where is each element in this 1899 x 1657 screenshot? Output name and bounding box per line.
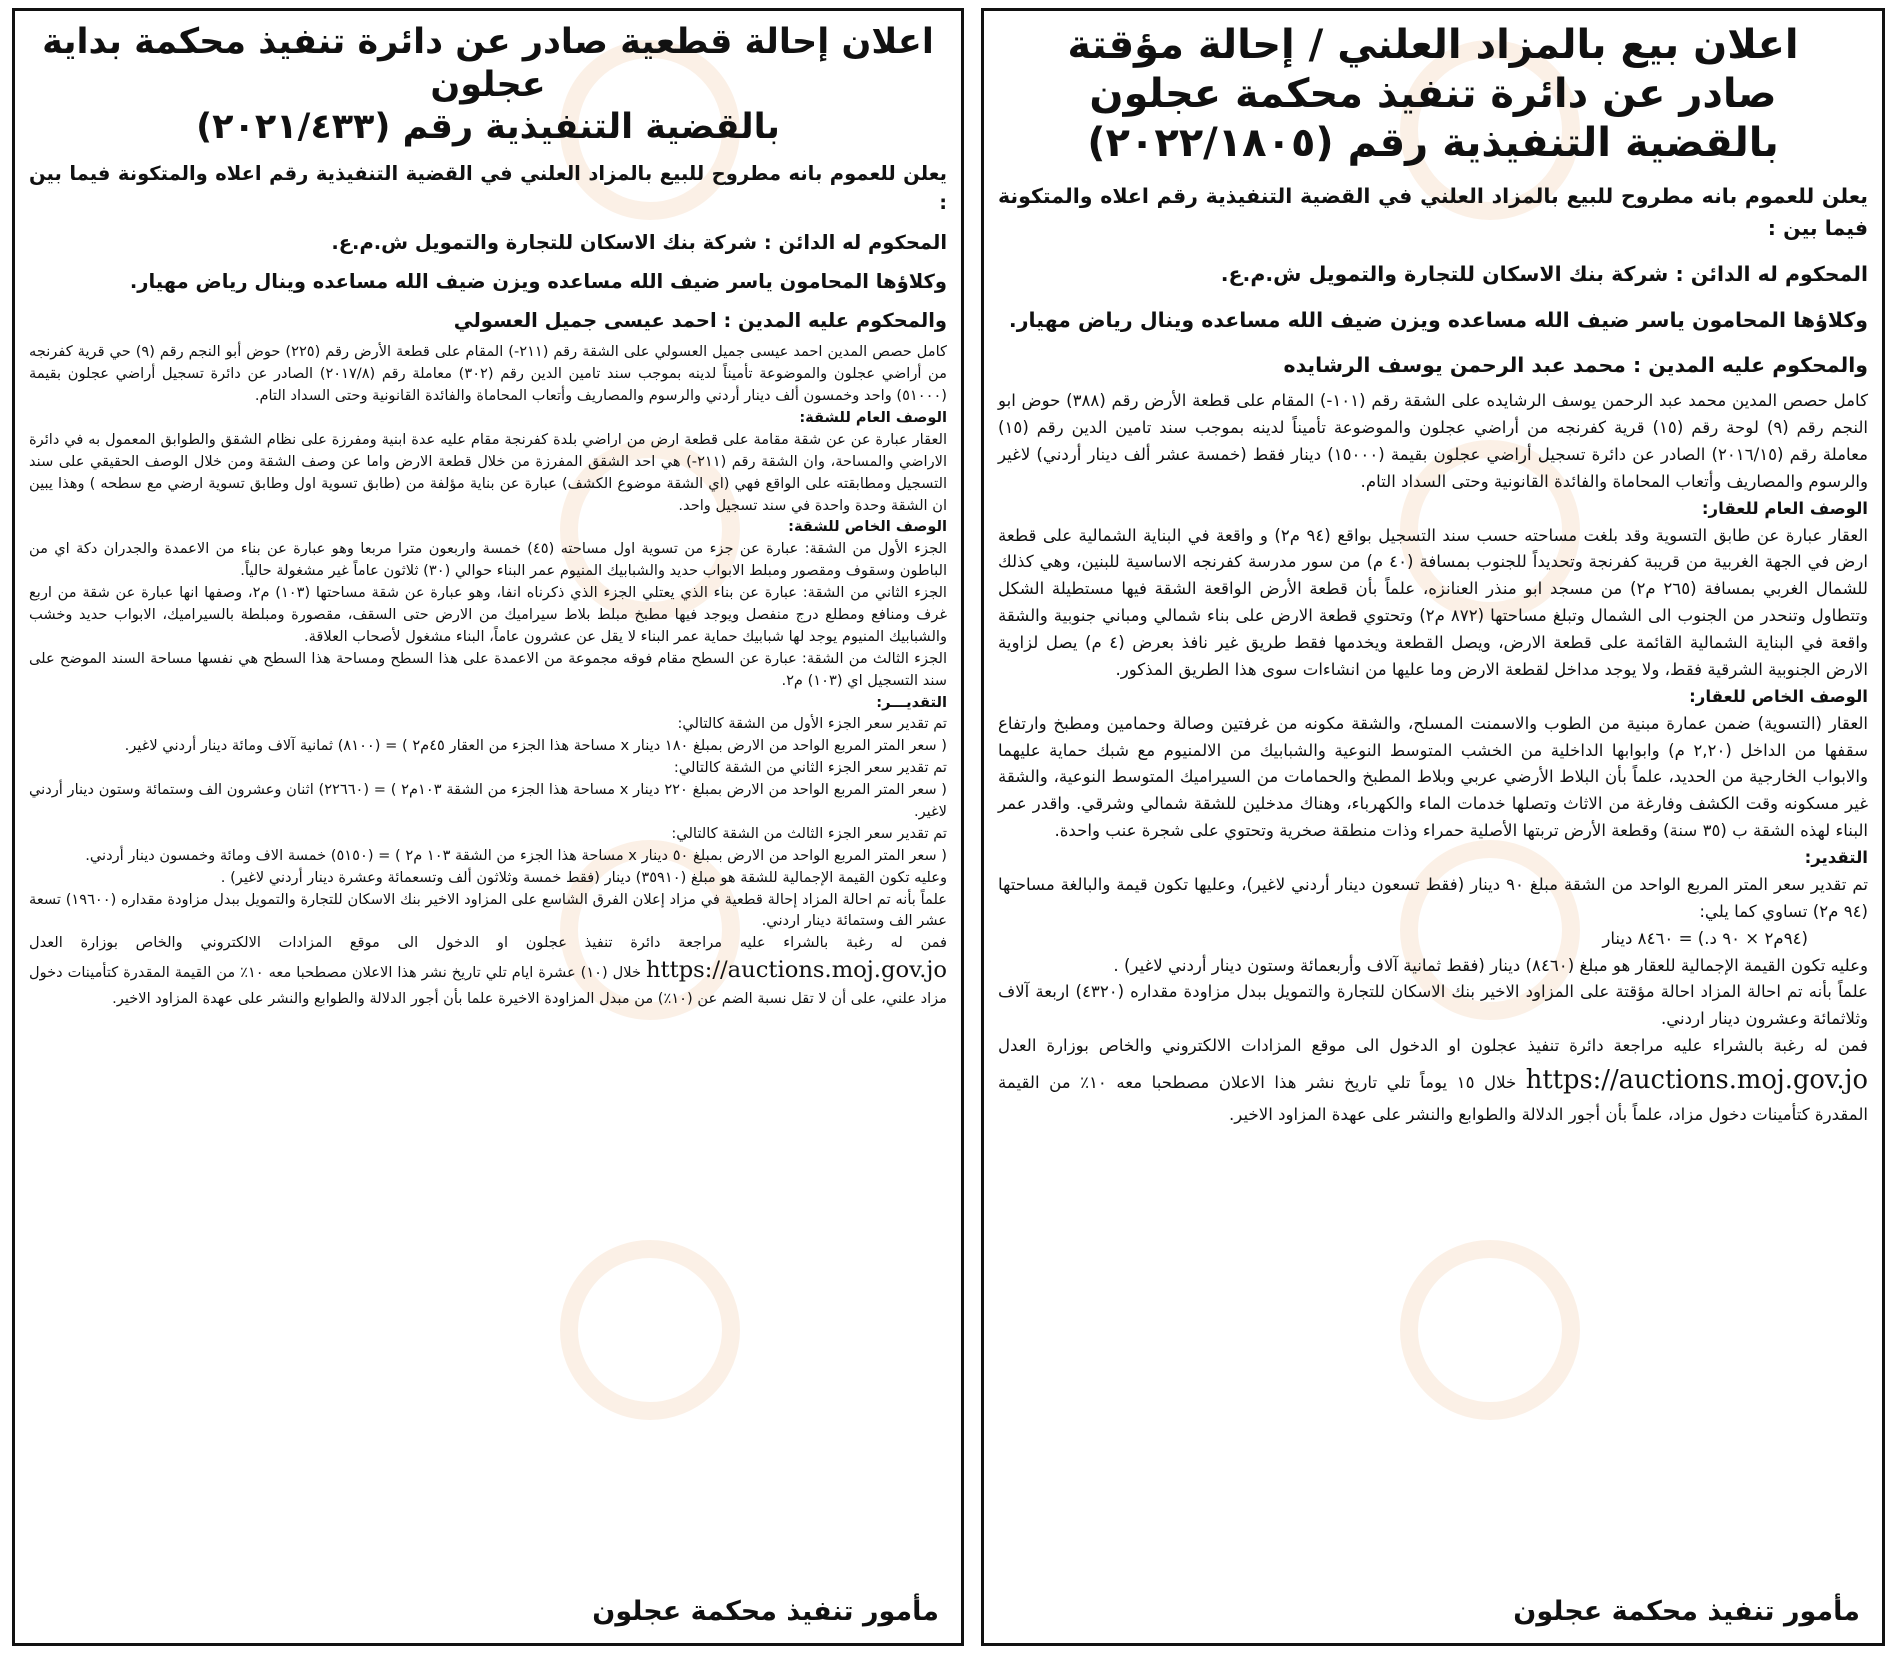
title-line: بالقضية التنفيذية رقم (٢٠٢٢/١٨٠٥) xyxy=(1087,119,1779,166)
total-value-paragraph: وعليه تكون القيمة الإجمالية للشقة هو مبلغ (٣٥٩١٠) دينار (فقط خمسة وثلاثون ألف وتسعمائة وعشرة دينار أردني لاغير) . xyxy=(220,868,947,886)
valuation-paragraph: تم تقدير سعر المتر المربع الواحد من الشقة مبلغ ٩٠ دينار (فقط تسعون دينار أردني لاغير)، وعليها تكون قيمة والبالغة مساحتها (٩٤ م٢) تساوي كما يلي: xyxy=(998,874,1868,921)
section-heading: التقدير: xyxy=(1804,848,1868,868)
notice-parties xyxy=(29,159,947,335)
auction-notice-right xyxy=(981,8,1885,1646)
total-value-paragraph: وعليه تكون القيمة الإجمالية للعقار هو مبلغ (٨٤٦٠) دينار (فقط ثمانية آلاف وأربعمائة وستون دينار أردني لاغير) . xyxy=(1113,955,1868,975)
title-line: اعلان بيع بالمزاد العلني / إحالة مؤقتة xyxy=(1067,22,1799,68)
general-description: العقار عبارة عن طابق التسوية وقد بلغت مساحته حسب سند التسجيل بواقع (٩٤ م٢) و واقعة في البناية الشمالية على قطعة ارض في الجهة الغربية من قريبة كفرنجة وتحديداً للجنوب بمسافة (٤٠ م) من سور مدرسة كفرنجه الاساسية للبنين، وهي كذلك للشمال الغربي بمسافة (٢٦٥ م٢) من مسجد ابو منذر العنانزه، علماً بأن قطعة الأرض الواقعة الشقة فيها مستطيلة الشكل وتتطاول وتنحدر من الجنوب الى الشمال وتبلغ مساحتها (٨٧٢ م٢) وتحتوي قطعة الارض على بناء شمالي ومباني جنوبية والشقة واقعة في البناية الشمالية القائمة على قطعة الارض، ويصل القطعة ويخدمها فقط طريق غير نافذ بعرض (٤ م) يصل لزاوية الارض الجنوبية الشرقية فقط، ولا يوجد مداخل لقطعة الارض وما عليها من انشاءات سوى هذا الطريق المذكور. xyxy=(998,525,1868,679)
notice-parties xyxy=(998,181,1868,382)
attorneys-line: وكلاؤها المحامون ياسر ضيف الله مساعده ويزن ضيف الله مساعده وينال رياض مهيار. xyxy=(129,269,947,293)
notice-title xyxy=(998,21,1868,167)
valuation-calculation: ( سعر المتر المربع الواحد من الارض بمبلغ ٥٠ دينار x مساحة هذا الجزء من الشقة ١٠٣ م٢ ) = (٥١٥٠) خمسة الاف ومائة وخمسون دينار أردني. xyxy=(85,846,947,864)
title-line: اعلان إحالة قطعية صادر عن دائرة تنفيذ محكمة بداية عجلون xyxy=(42,22,934,105)
notice-body xyxy=(29,341,947,1010)
section-heading: الوصف الخاص للعقار: xyxy=(1689,686,1868,706)
signature: مأمور تنفيذ محكمة عجلون xyxy=(1513,1596,1860,1627)
section-heading: الوصف العام للعقار: xyxy=(1701,498,1868,518)
valuation-calculation: ( سعر المتر المربع الواحد من الارض بمبلغ ٢٢٠ دينار x مساحة هذا الجزء من الشقة ١٠٣م٢ ) = (٢٢٦٦٠) اثنان وعشرون الف وستمائة وستون دينار أردني لاغير. xyxy=(29,781,947,821)
specific-description: العقار (التسوية) ضمن عمارة مبنية من الطوب والاسمنت المسلح، والشقة مكونه من غرفتين وصالة وحمامين ومطبخ وارتفاع سقفها من الداخل (٢,٢٠ م) وابوابها الداخلية من الخشب المتوسط النوعية والشبابيك من الالمنيوم مع شبك حماية عليهما والابواب الخارجية من الحديد، علماً بأن البلاط الأرضي عربي وبلاط المطبخ والحمامات من السيراميك المتوسط النوعية، والشقة غير مسكونه وقت الكشف وفارغة من الاثاث وتصلها خدمات الماء والكهرباء، وهناك مدخلين للشقة شمالي وشرقي. واقدر عمر البناء لهذه الشقة ب (٣٥ سنة) وقطعة الأرض تربتها الأصلية حمراء وذات منطقة صخرية وتحتوي على شجرة عنب واحدة. xyxy=(998,713,1868,841)
intro-line: يعلن للعموم بانه مطروح للبيع بالمزاد العلني في القضية التنفيذية رقم اعلاه والمتكونة فيما بين : xyxy=(998,184,1868,241)
intro-line: يعلن للعموم بانه مطروح للبيع بالمزاد العلني في القضية التنفيذية رقم اعلاه والمتكونة فيما بين : xyxy=(29,162,947,215)
creditor-line: المحكوم له الدائن : شركة بنك الاسكان للتجارة والتمويل ش.م.ع. xyxy=(331,230,947,254)
part-two-description: الجزء الثاني من الشقة: عبارة عن بناء الذي يعتلي الجزء الذي ذكرناه انفا، وهو عبارة عن شقة مساحتها (١٠٣) م٢، وصفها انها عبارة عن شقة من اربع غرف ومنافع ومطلع درج منفصل ويوجد فيها مطبخ مبلط بلاط سيراميك من الارض حتى السقف، مقصورة ومبلطة بالسيراميك، الابواب حديد وخشب والشبابيك المنيوم يوجد لها شبابيك حماية عمر البناء لا يقل عن عشرون عاماً، البناء مشغول لأصحاب العلاقة. xyxy=(29,584,947,645)
part-three-description: الجزء الثالث من الشقة: عبارة عن السطح مقام فوقه مجموعة من الاعمدة على هذا السطح ومساحة هذا السطح هي نفسها مساحة السند الموضح على سند التسجيل اي (١٠٣) م٢. xyxy=(29,649,947,689)
award-paragraph: علماً بأنه تم احالة المزاد إحالة قطعية في مزاد إعلان الفرق الشاسع على المزاود الاخير بنك الاسكان للتجارة والتمويل ببدل مزاودة مقداره (١٩٦٠٠) تسعة عشر الف وستمائة دينار اردني. xyxy=(29,890,948,930)
valuation-line: تم تقدير سعر الجزء الثاني من الشقة كالتالي: xyxy=(673,759,947,777)
attorneys-line: وكلاؤها المحامون ياسر ضيف الله مساعده ويزن ضيف الله مساعده وينال رياض مهيار. xyxy=(1008,307,1868,332)
valuation-line: تم تقدير سعر الجزء الأول من الشقة كالتالي: xyxy=(677,715,947,733)
title-line: بالقضية التنفيذية رقم (٢٠٢١/٤٣٣) xyxy=(196,107,780,148)
part-one-description: الجزء الأول من الشقة: عبارة عن جزء من تسوية اول مساحته (٤٥) خمسة واربعون مترا مربعا وهو عبارة عن بناء من الاعمدة والجدران دكة اي من الباطون وسقوف ومقصور ومبلط الابواب حديد والشبابيك المنيوم عمر البناء حوالي (٣٠) ثلاثون عاماً غير مشغولة حالياً. xyxy=(29,540,947,580)
debtor-line: والمحكوم عليه المدين : محمد عبد الرحمن يوسف الرشايده xyxy=(1283,353,1868,378)
auctions-link[interactable]: https://auctions.moj.gov.jo xyxy=(1525,1065,1869,1096)
participation-text: فمن له رغبة بالشراء عليه مراجعة دائرة تنفيذ عجلون او الدخول الى موقع المزادات الالكتروني والخاص بوزارة العدل xyxy=(29,934,947,952)
participation-text: فمن له رغبة بالشراء عليه مراجعة دائرة تنفيذ عجلون او الدخول الى موقع المزادات الالكتروني والخاص بوزارة العدل xyxy=(998,1036,1868,1056)
participation-text: خلال ١٥ يوماً تلي تاريخ نشر هذا الاعلان مصطحبا معه ١٠٪ من القيمة المقدرة كتأمينات دخول مزاد، علماً بأن أجور الدلالة والطوابع والنشر على عهدة المزاود الاخير. xyxy=(998,1073,1868,1124)
valuation-calculation: (٩٤م٢ × ٩٠ د.) = ٨٤٦٠ دينار xyxy=(1602,928,1808,948)
participation-paragraph xyxy=(29,932,947,1010)
participation-paragraph xyxy=(998,1033,1868,1128)
section-heading: الوصف العام للشقة: xyxy=(799,408,947,426)
participation-text: خلال (١٠) عشرة ايام تلي تاريخ نشر هذا الاعلان مصطحبا معه ١٠٪ من القيمة المقدرة كتأمينات دخول مزاد علني، على أن لا تقل نسبة الضم عن (١٠٪) من مبدل المزاودة الاخيرة علما بأن أجور الدلالة والطوابع والنشر على عهدة المزاود الاخير. xyxy=(29,964,947,1008)
auctions-link[interactable]: https://auctions.moj.gov.jo xyxy=(645,957,948,984)
general-description: العقار عبارة عن عن شقة مقامة على قطعة ارض من اراضي بلدة كفرنجة مقام عليه عدة ابنية ومفرزة على نظام الشقق والطوابق المعمول به في دائرة الاراضي والمساحة، وان الشقة رقم (٢١١-) هي احد الشقق المفرزة من خلال قطعة الارض واما عن وصف الشقة ومن خلال الوصف الحقيقي على سند التسجيل ومطابقته على الواقع فهي (اي الشقة موضوع الكشف) عبارة عن بناية مؤلفة من (طابق تسوية اول وطابق تسوية ارضي مع سطحه ) وهذا يبين ان الشقة وحدة واحدة في سند تسجيل واحد. xyxy=(29,430,948,514)
valuation-calculation: ( سعر المتر المربع الواحد من الارض بمبلغ ١٨٠ دينار x مساحة هذا الجزء من العقار ٤٥م٢ ) = (٨١٠٠) ثمانية آلاف ومائة دينار أردني لاغير. xyxy=(124,737,947,755)
signature: مأمور تنفيذ محكمة عجلون xyxy=(592,1596,939,1627)
valuation-line: تم تقدير سعر الجزء الثالث من الشقة كالتالي: xyxy=(671,824,947,842)
auction-notice-left xyxy=(12,8,964,1646)
title-line: صادر عن دائرة تنفيذ محكمة عجلون xyxy=(1089,70,1777,117)
property-paragraph: كامل حصص المدين احمد عيسى جميل العسولي على الشقة رقم (٢١١-) المقام على قطعة الأرض رقم (٢٢٥) حوض أبو النجم رقم (٩) حي قرية كفرنجه من أراضي عجلون والموضوعة تأميناً لدينه بموجب سند تامين الدين رقم (٣٠٢) معاملة رقم (٢٠١٧/٨) الصادر عن دائرة تسجيل أراضي عجلون بقيمة (٥١٠٠٠) واحد وخمسون ألف دينار أردني والرسوم والمصاريف وأتعاب المحاماة والفائدة القانونية وحتى السداد التام. xyxy=(29,343,947,405)
section-heading: التقديـــر: xyxy=(876,693,947,711)
debtor-line: والمحكوم عليه المدين : احمد عيسى جميل العسولي xyxy=(453,309,947,333)
notice-title xyxy=(29,21,947,149)
property-paragraph: كامل حصص المدين محمد عبد الرحمن يوسف الرشايده على الشقة رقم (١٠١-) المقام على قطعة الأرض رقم (٣٨٨) حوض ابو النجم رقم (٩) لوحة رقم (١٥) قرية كفرنجه من أراضي عجلون والموضوعة تأميناً لدينه بموجب سند تامين الدين رقم (١٥) معاملة رقم (٢٠١٦/١٥) الصادر عن دائرة تسجيل أراضي عجلون بقيمة (١٥٠٠٠) دينار فقط (خمسة عشر ألف دينار أردني) لاغير والرسوم والمصاريف وأتعاب المحاماة والفائدة القانونية وحتى السداد التام. xyxy=(998,391,1868,491)
notice-body xyxy=(998,388,1868,1128)
section-heading: الوصف الخاص للشقة: xyxy=(788,518,947,536)
award-paragraph: علماً بأنه تم احالة المزاد احالة مؤقتة على المزاود الاخير بنك الاسكان للتجارة والتمويل ببدل مزاودة مقداره (٤٣٢٠) اربعة آلاف وثلاثمائة وعشرون دينار اردني. xyxy=(998,982,1868,1029)
creditor-line: المحكوم له الدائن : شركة بنك الاسكان للتجارة والتمويل ش.م.ع. xyxy=(1220,261,1868,286)
